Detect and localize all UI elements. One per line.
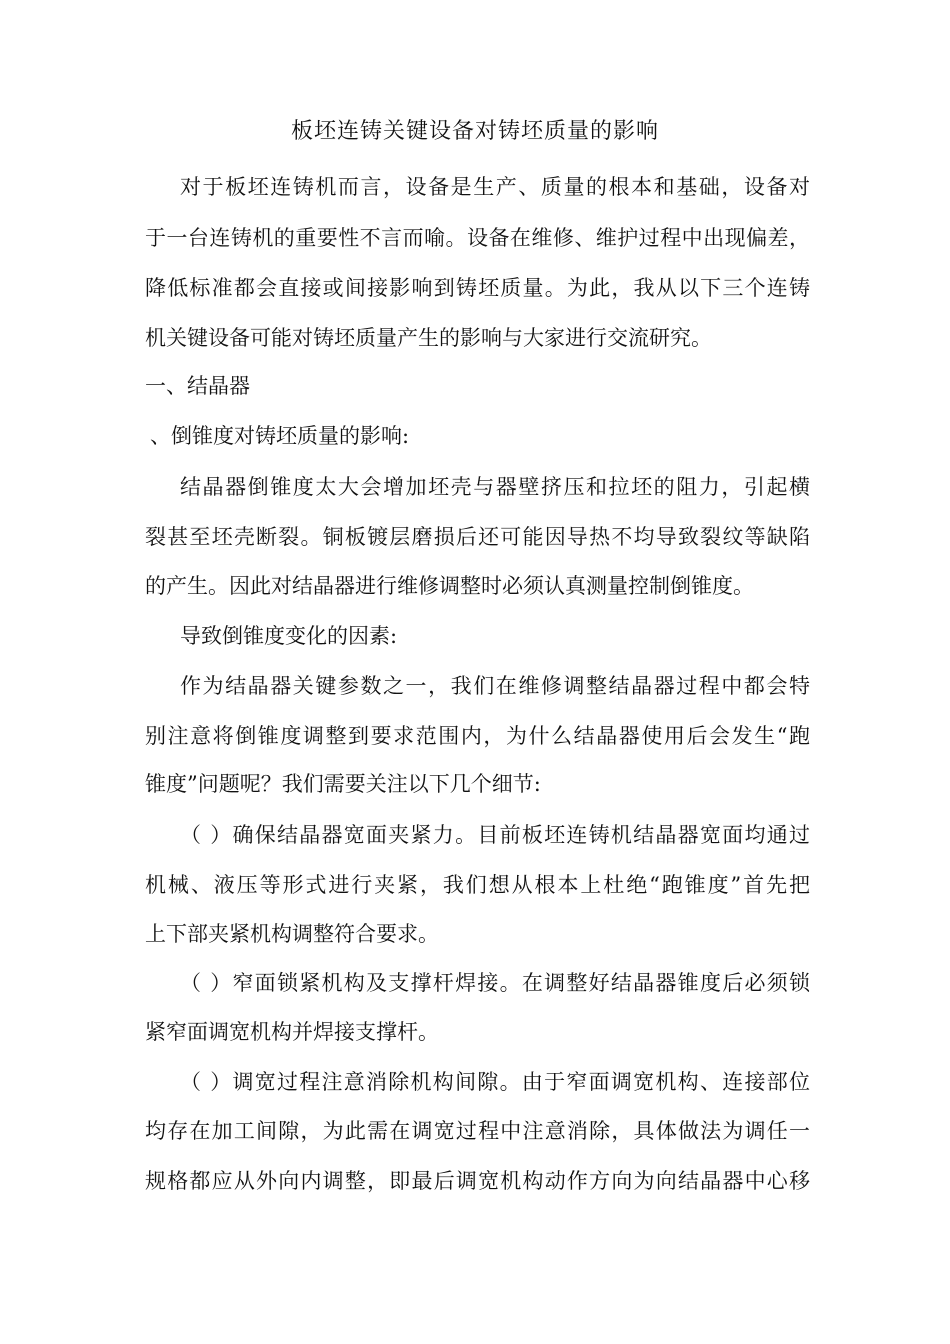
- paragraph-line: 对于板坯连铸机而言，设备是生产、质量的根本和基础，设备对: [180, 175, 810, 199]
- paragraph-line: 作为结晶器关键参数之一，我们在维修调整结晶器过程中都会特: [180, 674, 810, 698]
- list-item-line: 紧窄面调宽机构并焊接支撑杆。: [145, 1020, 439, 1044]
- paragraph-line: 结晶器倒锥度太大会增加坯壳与器壁挤压和拉坯的阻力，引起横: [180, 475, 810, 499]
- section-heading: 一、结晶器: [145, 374, 250, 398]
- paragraph-line: 于一台连铸机的重要性不言而喻。设备在维修、维护过程中出现偏差，: [145, 226, 810, 250]
- paragraph-line: 机关键设备可能对铸坯质量产生的影响与大家进行交流研究。: [145, 326, 712, 350]
- paragraph-heading: 导致倒锥度变化的因素:: [180, 624, 398, 648]
- paragraph-line: 降低标准都会直接或间接影响到铸坯质量。为此，我从以下三个连铸: [145, 276, 810, 300]
- list-item-line: （ ）窄面锁紧机构及支撑杆焊接。在调整好结晶器锥度后必须锁: [180, 971, 810, 995]
- list-item-line: （ ）调宽过程注意消除机构间隙。由于窄面调宽机构、连接部位: [180, 1070, 810, 1094]
- paragraph-line: 锥度”问题呢？我们需要关注以下几个细节:: [145, 772, 541, 796]
- list-item-line: 均存在加工间隙，为此需在调宽过程中注意消除，具体做法为调任一: [145, 1119, 810, 1143]
- list-item-line: 机械、液压等形式进行夹紧，我们想从根本上杜绝“跑锥度”首先把: [145, 873, 810, 897]
- list-item-line: 规格都应从外向内调整，即最后调宽机构动作方向为向结晶器中心移: [145, 1169, 810, 1193]
- subsection-heading: 、倒锥度对铸坯质量的影响:: [150, 424, 410, 448]
- document-title: 板坯连铸关键设备对铸坯质量的影响: [290, 119, 659, 144]
- paragraph-line: 裂甚至坯壳断裂。铜板镀层磨损后还可能因导热不均导致裂纹等缺陷: [145, 525, 810, 549]
- list-item-line: （ ）确保结晶器宽面夹紧力。目前板坯连铸机结晶器宽面均通过: [180, 823, 810, 847]
- paragraph-line: 别注意将倒锥度调整到要求范围内，为什么结晶器使用后会发生“跑: [145, 724, 810, 748]
- list-item-line: 上下部夹紧机构调整符合要求。: [145, 922, 439, 946]
- paragraph-line: 的产生。因此对结晶器进行维修调整时必须认真测量控制倒锥度。: [145, 574, 754, 598]
